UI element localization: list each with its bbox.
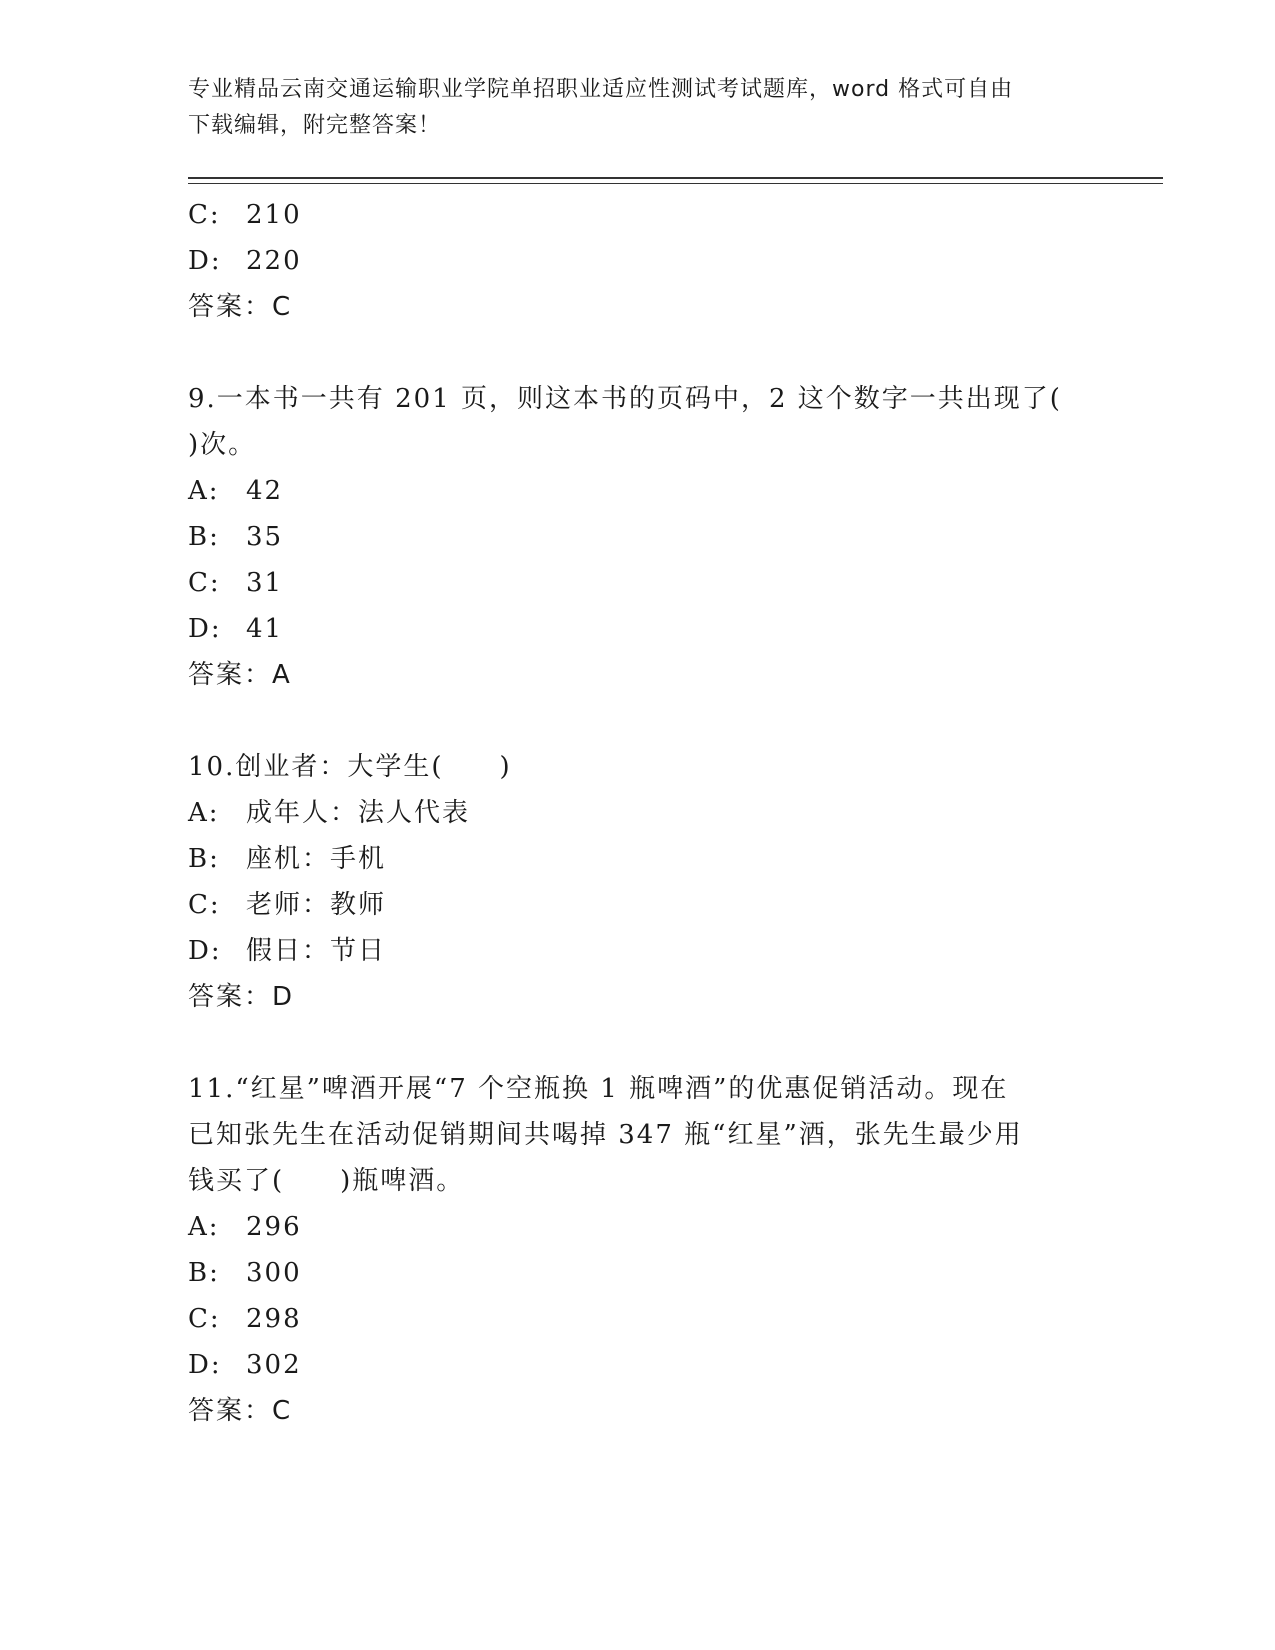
header-line-1: 专业精品云南交通运输职业学院单招职业适应性测试考试题库，word 格式可自由 xyxy=(188,77,1014,102)
header-rule-thick xyxy=(188,177,1163,179)
option-label: B: xyxy=(188,1258,220,1288)
option-label: D: xyxy=(188,614,222,644)
option-d xyxy=(188,928,1088,974)
answer: 答案：A xyxy=(188,660,292,690)
option-text: 成年人：法人代表 xyxy=(246,798,471,828)
question-8-tail xyxy=(188,192,1088,330)
question-stem: 已知张先生在活动促销期间共喝掉 347 瓶“红星”酒，张先生最少用 xyxy=(188,1120,1023,1150)
option-text: 老师：教师 xyxy=(246,890,387,920)
option-text: 220 xyxy=(246,246,302,276)
option-c xyxy=(188,560,1088,606)
option-a xyxy=(188,790,1088,836)
option-text: 座机：手机 xyxy=(246,844,387,874)
option-text: 210 xyxy=(246,200,302,230)
option-b xyxy=(188,836,1088,882)
option-d xyxy=(188,606,1088,652)
option-text: 296 xyxy=(246,1212,302,1242)
question-stem: 9.一本书一共有 201 页，则这本书的页码中，2 这个数字一共出现了( xyxy=(188,384,1062,414)
page-header xyxy=(188,72,1088,144)
question-10 xyxy=(188,744,1088,1020)
option-a xyxy=(188,1204,1088,1250)
option-text: 假日：节日 xyxy=(246,936,387,966)
option-c xyxy=(188,1296,1088,1342)
option-label: D: xyxy=(188,1350,222,1380)
question-stem: 10.创业者：大学生( ) xyxy=(188,752,512,782)
question-stem: 11.“红星”啤酒开展“7 个空瓶换 1 瓶啤酒”的优惠促销活动。现在 xyxy=(188,1074,1009,1104)
answer: 答案：C xyxy=(188,1396,293,1426)
option-c xyxy=(188,192,1088,238)
option-c xyxy=(188,882,1088,928)
option-text: 298 xyxy=(246,1304,302,1334)
option-b xyxy=(188,514,1088,560)
question-content xyxy=(188,192,1088,1434)
answer: 答案：C xyxy=(188,292,293,322)
header-line-2: 下载编辑，附完整答案！ xyxy=(188,113,442,138)
option-label: C: xyxy=(188,568,221,598)
option-label: A: xyxy=(188,1212,220,1242)
option-text: 300 xyxy=(246,1258,302,1288)
option-label: C: xyxy=(188,1304,221,1334)
question-stem: )次。 xyxy=(188,430,257,460)
option-label: B: xyxy=(188,522,220,552)
option-label: A: xyxy=(188,798,220,828)
option-d xyxy=(188,1342,1088,1388)
option-text: 41 xyxy=(246,614,284,644)
option-b xyxy=(188,1250,1088,1296)
question-9 xyxy=(188,376,1088,698)
option-label: B: xyxy=(188,844,220,874)
option-label: A: xyxy=(188,476,220,506)
option-d xyxy=(188,238,1088,284)
option-label: C: xyxy=(188,890,221,920)
option-a xyxy=(188,468,1088,514)
option-text: 42 xyxy=(246,476,284,506)
header-rule-thin xyxy=(188,183,1163,184)
option-label: C: xyxy=(188,200,221,230)
answer: 答案：D xyxy=(188,982,295,1012)
question-stem: 钱买了( )瓶啤酒。 xyxy=(188,1166,465,1196)
option-text: 31 xyxy=(246,568,284,598)
option-label: D: xyxy=(188,246,222,276)
question-11 xyxy=(188,1066,1088,1434)
option-label: D: xyxy=(188,936,222,966)
option-text: 302 xyxy=(246,1350,302,1380)
option-text: 35 xyxy=(246,522,284,552)
